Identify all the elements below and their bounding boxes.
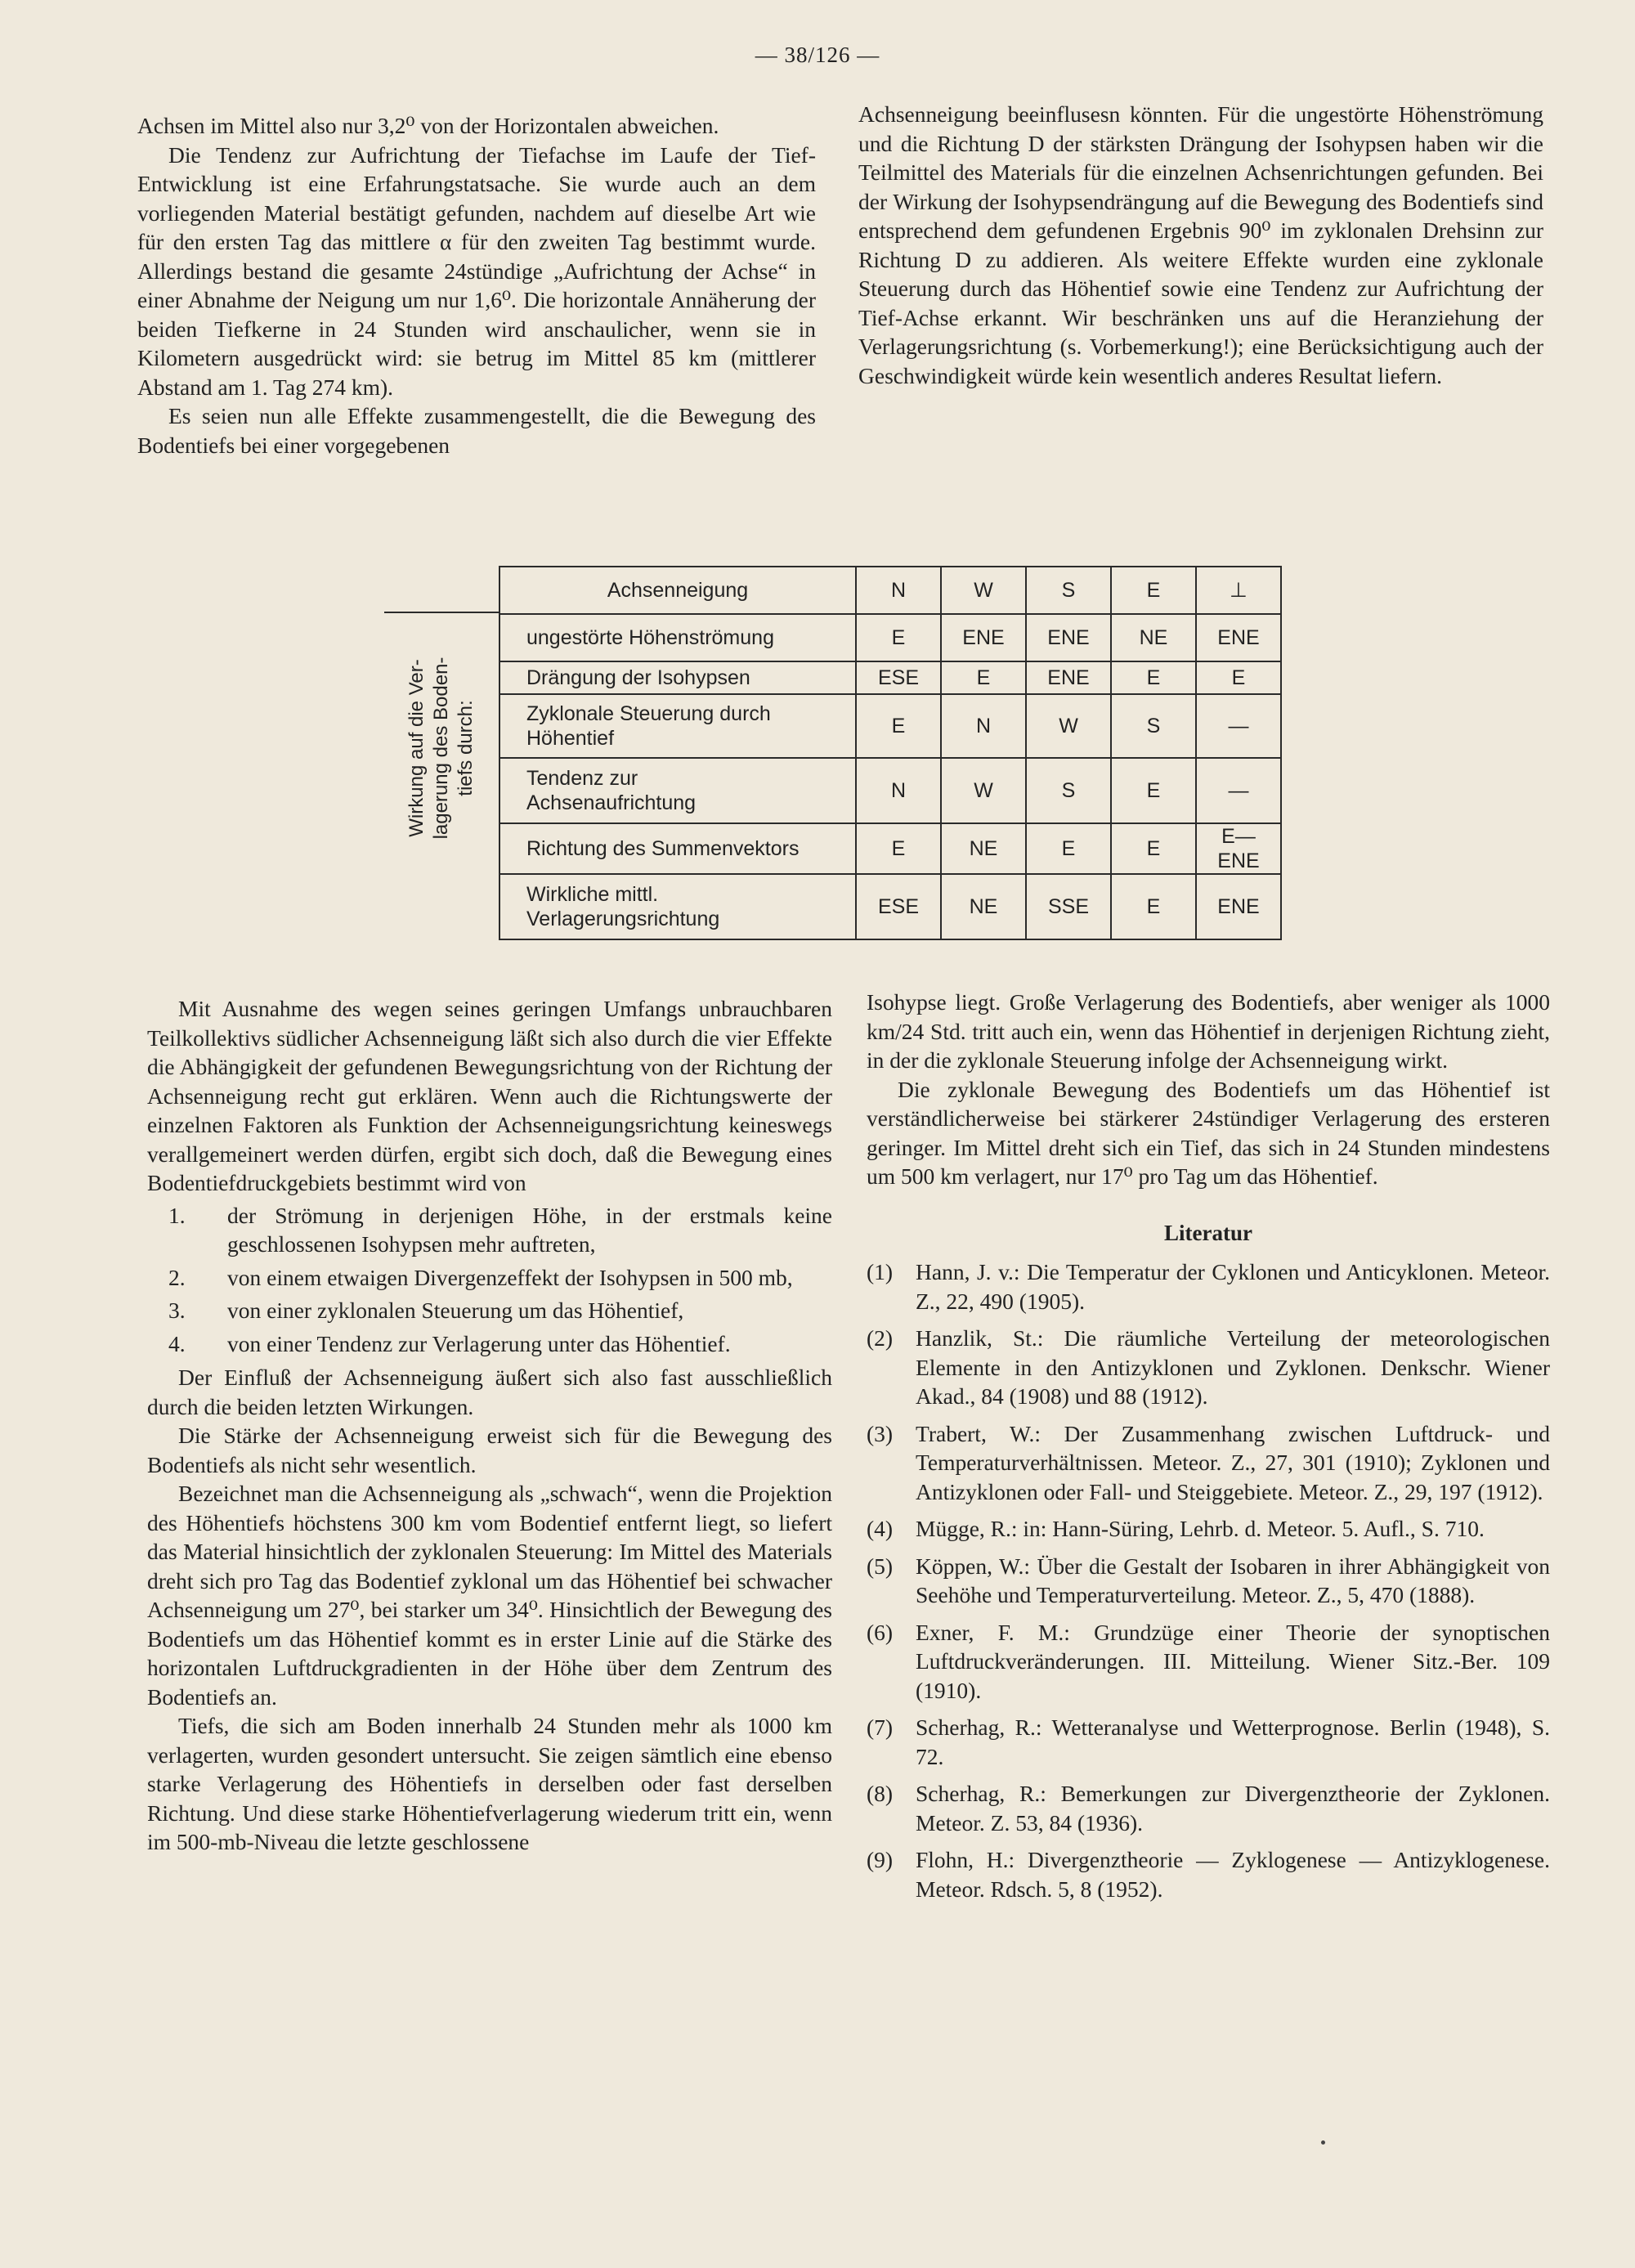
- right-column-bottom: [867, 988, 1550, 1912]
- paragraph: Achsen im Mittel also nur 3,2⁰ von der Horizontalen abweichen.: [137, 113, 719, 138]
- list-item: [147, 1296, 832, 1325]
- reference-number: (3): [867, 1420, 894, 1446]
- paragraph: Isohypse liegt. Große Verlagerung des Bodentiefs, aber weniger als 1000 km/24 Std. tritt auch ein, wenn das Höhentief in derjenigen Richtung zieht, in der die zyklonale Steuerung infolge der Achsenneigung wirkt.: [867, 989, 1550, 1073]
- table-cell: E: [856, 694, 941, 758]
- row-label: ungestörte Höhenströmung: [499, 614, 856, 661]
- table-cell: ESE: [856, 874, 941, 939]
- right-column-top: [858, 100, 1543, 390]
- reference-text: Scherhag, R.: Wetteranalyse und Wetterprognose. Berlin (1948), S. 72.: [916, 1714, 1550, 1769]
- table-cell: ENE: [1196, 874, 1281, 939]
- reference-text: Köppen, W.: Über die Gestalt der Isobaren in ihrer Abhängigkeit von Seehöhe und Temperaturverteilung. Meteor. Z., 5, 470 (1888).: [916, 1553, 1550, 1607]
- table-cell: NE: [1111, 614, 1196, 661]
- reference-number: (4): [867, 1516, 894, 1541]
- paragraph: Mit Ausnahme des wegen seines geringen Umfangs unbrauchbaren Teilkollektivs südlicher Achsenneigung läßt sich also durch die vier Effekte die Abhängigkeit der gefundenen Bewegungsrichtung von der Richtung der Achsenneigung recht gut erklären. Wenn auch die Richtungswerte der einzelnen Faktoren als Funktion der Achsenneigungsrichtung keineswegs verallgemeinert werden dürfen, ergibt sich doch, daß die Bewegung eines Bodentiefdruckgebiets bestimmt wird von: [147, 996, 832, 1195]
- column-header: N: [856, 567, 941, 614]
- reference-item: [867, 1257, 1550, 1316]
- reference-text: Flohn, H.: Divergenztheorie — Zyklogenese — Antizyklogenese. Meteor. Rdsch. 5, 8 (1952).: [916, 1847, 1550, 1902]
- reference-text: Mügge, R.: in: Hann-Süring, Lehrb. d. Meteor. 5. Aufl., S. 710.: [916, 1516, 1485, 1541]
- reference-number: (7): [867, 1714, 894, 1740]
- table-cell: N: [941, 694, 1026, 758]
- column-header: W: [941, 567, 1026, 614]
- reference-number: (8): [867, 1781, 894, 1806]
- reference-number: (2): [867, 1325, 894, 1351]
- reference-item: [867, 1514, 1550, 1544]
- side-label-line: lagerung des Boden-: [430, 657, 452, 840]
- paragraph: Die zyklonale Bewegung des Bodentiefs um das Höhentief ist verständlicherweise bei stärkerer 24stündiger Verlagerung des ersteren geringer. Im Mittel dreht sich ein Tief, das sich in 24 Stunden mindestens um 500 km verlagert, nur 17⁰ pro Tag um das Höhentief.: [867, 1076, 1550, 1189]
- list-item: [147, 1329, 832, 1359]
- table-cell: NE: [941, 823, 1026, 874]
- table-header-label: Achsenneigung: [499, 567, 856, 614]
- table-cell: S: [1026, 758, 1111, 823]
- reference-item: [867, 1779, 1550, 1837]
- real-row-label: Wirkliche mittl. Verlagerungsrichtung: [499, 874, 856, 939]
- table-cell: N: [856, 758, 941, 823]
- table-cell: ESE: [856, 661, 941, 694]
- paragraph: Die Tendenz zur Aufrichtung der Tiefachse im Laufe der Tief-Entwicklung ist eine Erfahrungstatsache. Sie wurde auch an dem vorliegenden Material bestätigt gefunden, nachdem auf dieselbe Art wie für den ersten Tag das mittlere α für den zweiten Tag bestimmt wurde. Allerdings bestand die gesamte 24stündige „Aufrichtung der Achse“ in einer Abnahme der Neigung um nur 1,6⁰. Die horizontale Annäherung der beiden Tiefkerne in 24 Stunden wird anschaulicher, wenn sie in Kilometern ausgedrückt wird: sie betrug im Mittel 85 km (mittlerer Abstand am 1. Tag 274 km).: [137, 141, 816, 400]
- list-text: der Strömung in derjenigen Höhe, in der erstmals keine geschlossenen Isohypsen mehr auftreten,: [227, 1202, 832, 1257]
- table-cell: E—ENE: [1196, 823, 1281, 874]
- ink-speck: [1321, 2140, 1325, 2145]
- reference-number: (5): [867, 1553, 894, 1579]
- table-cell: E: [856, 614, 941, 661]
- table-cell: E: [1026, 823, 1111, 874]
- table-cell: E: [1111, 758, 1196, 823]
- table-cell: E: [941, 661, 1026, 694]
- table-cell: NE: [941, 874, 1026, 939]
- table-cell: ENE: [941, 614, 1026, 661]
- column-header: E: [1111, 567, 1196, 614]
- table-cell: E: [1111, 661, 1196, 694]
- paragraph: Es seien nun alle Effekte zusammengestellt, die die Bewegung des Bodentiefs bei einer vorgegebenen: [137, 403, 816, 458]
- reference-item: [867, 1618, 1550, 1705]
- table-cell: E: [856, 823, 941, 874]
- table-cell: E: [1111, 823, 1196, 874]
- effects-table: [499, 566, 1282, 940]
- paragraph: Die Stärke der Achsenneigung erweist sich für die Bewegung des Bodentiefs als nicht sehr wesentlich.: [147, 1423, 832, 1477]
- reference-number: (9): [867, 1847, 894, 1872]
- reference-list: [867, 1257, 1550, 1903]
- list-item: [147, 1263, 832, 1293]
- left-column-top: [137, 111, 816, 459]
- row-label: Drängung der Isohypsen: [499, 661, 856, 694]
- row-label: Zyklonale Steuerung durch Höhentief: [499, 694, 856, 758]
- table-cell: ENE: [1026, 661, 1111, 694]
- table-cell: W: [1026, 694, 1111, 758]
- page-number: — 38/126 —: [755, 43, 880, 67]
- list-item: [147, 1201, 832, 1259]
- side-label-line: Wirkung auf die Ver-: [405, 659, 428, 837]
- reference-number: (6): [867, 1619, 894, 1645]
- list-text: von einer Tendenz zur Verlagerung unter das Höhentief.: [227, 1330, 731, 1356]
- reference-number: (1): [867, 1259, 894, 1284]
- table-cell: E: [1196, 661, 1281, 694]
- paragraph: Achsenneigung beeinflusesn könnten. Für die ungestörte Höhenströmung und die Richtung D der stärksten Drängung der Isohypsen haben wir die Teilmittel des Materials für die einzelnen Achsenrichtungen gefunden. Bei der Wirkung der Isohypsendrängung auf die Bewegung des Bodentiefs sind entsprechend dem gefundenen Ergebnis 90⁰ im zyklonalen Drehsinn zur Richtung D zu addieren. Als weitere Effekte wurden eine zyklonale Steuerung durch das Höhentief sowie eine Tendenz zur Aufrichtung der Tief-Achse erkannt. Wir beschränken uns auf die Heranziehung der Verlagerungsrichtung (s. Vorbemerkung!); eine Berücksichtigung auch der Geschwindigkeit würde kein wesentlich anderes Resultat liefern.: [858, 101, 1543, 388]
- reference-text: Scherhag, R.: Bemerkungen zur Divergenztheorie der Zyklonen. Meteor. Z. 53, 84 (1936).: [916, 1781, 1550, 1835]
- reference-text: Trabert, W.: Der Zusammenhang zwischen Luftdruck- und Temperaturverhältnissen. Meteor. Z., 27, 301 (1910); Zyklonen und Antizyklonen oder Fall- und Steiggebiete. Meteor. Z., 29, 197 (1912).: [916, 1420, 1550, 1504]
- list-number: 3.: [168, 1298, 186, 1323]
- list-number: 1.: [168, 1202, 186, 1228]
- reference-text: Hann, J. v.: Die Temperatur der Cyklonen und Anticyklonen. Meteor. Z., 22, 490 (1905).: [916, 1259, 1550, 1314]
- reference-item: [867, 1552, 1550, 1610]
- list-text: von einer zyklonalen Steuerung um das Höhentief,: [227, 1298, 684, 1323]
- table-cell: W: [941, 758, 1026, 823]
- reference-text: Hanzlik, St.: Die räumliche Verteilung der meteorologischen Elemente in den Antizyklonen und Zyklonen. Denkschr. Wiener Akad., 84 (1908) und 88 (1912).: [916, 1325, 1550, 1409]
- column-header: ⊥: [1196, 567, 1281, 614]
- paragraph: Bezeichnet man die Achsenneigung als „schwach“, wenn die Projektion des Höhentiefs höchstens 300 km vom Bodentief entfernt liegt, so liefert das Material hinsichtlich der zyklonalen Steuerung: Im Mittel des Materials dreht sich pro Tag das Bodentief zyklonal um das Höhentief bei schwacher Achsenneigung um 27⁰, bei starker um 34⁰. Hinsichtlich der Bewegung des Bodentiefs um das Höhentief kommt es in erster Linie auf die Stärke des horizontalen Luftdruckgradienten in der Höhe über dem Zentrum des Bodentiefs an.: [147, 1481, 832, 1710]
- table-cell: ENE: [1026, 614, 1111, 661]
- left-column-bottom: [147, 994, 832, 1857]
- paragraph: Der Einfluß der Achsenneigung äußert sich also fast ausschließlich durch die beiden letzten Wirkungen.: [147, 1365, 832, 1419]
- list-text: von einem etwaigen Divergenzeffekt der Isohypsen in 500 mb,: [227, 1264, 793, 1290]
- table-cell: —: [1196, 694, 1281, 758]
- table-cell: S: [1111, 694, 1196, 758]
- axis-tilt-table: [384, 566, 1303, 957]
- side-label-line: tiefs durch:: [455, 700, 477, 796]
- table-cell: ENE: [1196, 614, 1281, 661]
- column-header: S: [1026, 567, 1111, 614]
- paragraph: Tiefs, die sich am Boden innerhalb 24 Stunden mehr als 1000 km verlagerten, wurden gesondert untersucht. Sie zeigen sämtlich eine ebenso starke Verlagerung des Höhentiefs in derselben oder fast derselben Richtung. Und diese starke Höhentiefverlagerung wiederum tritt ein, wenn im 500-mb-Niveau die letzte geschlossene: [147, 1713, 832, 1854]
- effects-list: [147, 1201, 832, 1359]
- table-side-label: [384, 612, 499, 883]
- table-cell: E: [1111, 874, 1196, 939]
- table-cell: SSE: [1026, 874, 1111, 939]
- literature-heading: Literatur: [1164, 1220, 1252, 1245]
- table-cell: —: [1196, 758, 1281, 823]
- list-number: 4.: [168, 1330, 186, 1356]
- row-label: Tendenz zur Achsenaufrichtung: [499, 758, 856, 823]
- reference-text: Exner, F. M.: Grundzüge einer Theorie der synoptischen Luftdruckveränderungen. III. Mitteilung. Wiener Sitz.-Ber. 109 (1910).: [916, 1619, 1550, 1703]
- reference-item: [867, 1419, 1550, 1507]
- sum-row-label: Richtung des Summenvektors: [499, 823, 856, 874]
- reference-item: [867, 1324, 1550, 1411]
- reference-item: [867, 1845, 1550, 1903]
- list-number: 2.: [168, 1264, 186, 1290]
- reference-item: [867, 1713, 1550, 1771]
